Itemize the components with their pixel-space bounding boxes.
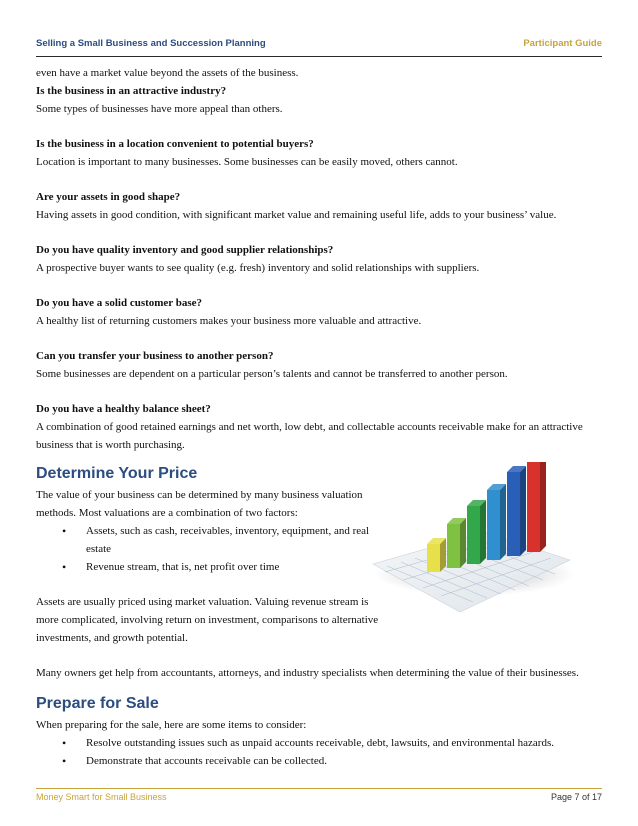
answer: Location is important to many businesses. Some businesses can be easily moved, others cannot. bbox=[36, 156, 458, 168]
answer: Some businesses are dependent on a particular person’s talents and cannot be transferred to another person. bbox=[36, 368, 508, 380]
question-block bbox=[36, 241, 604, 277]
guide-label: Participant Guide bbox=[523, 38, 602, 49]
illustration-bar-side bbox=[520, 466, 526, 556]
bullet-item: • Resolve outstanding issues such as unpaid accounts receivable, debt, lawsuits, and environmental hazards. bbox=[86, 734, 604, 752]
question: Are your assets in good shape? bbox=[36, 191, 181, 203]
answer: Having assets in good condition, with significant market value and remaining useful life, adds to your business’ value. bbox=[36, 209, 557, 221]
illustration-bar-side bbox=[500, 484, 506, 560]
bullet-item: • Revenue stream, that is, net profit over time bbox=[86, 558, 386, 576]
footer-course-title: Money Smart for Small Business bbox=[36, 792, 167, 802]
question-block bbox=[36, 400, 604, 454]
document-title: Selling a Small Business and Succession Planning bbox=[36, 38, 266, 49]
illustration-bar bbox=[427, 544, 440, 572]
answer: Some types of businesses have more appeal than others. bbox=[36, 103, 283, 115]
page-footer bbox=[36, 788, 602, 805]
question-block bbox=[36, 294, 604, 330]
illustration-bar bbox=[447, 524, 460, 568]
question: Is the business in a location convenient to potential buyers? bbox=[36, 138, 314, 150]
question: Can you transfer your business to another person? bbox=[36, 350, 274, 362]
answer: A healthy list of returning customers makes your business more valuable and attractive. bbox=[36, 315, 422, 327]
question: Do you have a solid customer base? bbox=[36, 297, 203, 309]
question: Do you have quality inventory and good supplier relationships? bbox=[36, 244, 334, 256]
answer: A prospective buyer wants to see quality (e.g. fresh) inventory and solid relationships with suppliers. bbox=[36, 262, 480, 274]
section-heading-determine-price: Determine Your Price bbox=[36, 465, 198, 482]
bullet-item: • Demonstrate that accounts receivable can be collected. bbox=[86, 752, 604, 770]
intro-line: even have a market value beyond the assets of the business. bbox=[36, 67, 299, 79]
price-paragraph: Assets are usually priced using market valuation. Valuing revenue stream is more complicated, involving return on investment, comparisons to alternative investments, and growth potential. bbox=[36, 596, 379, 644]
answer: A combination of good retained earnings and net worth, low debt, and collectable accounts receivable make for an attractive business that is worth purchasing. bbox=[36, 421, 583, 451]
price-bullet-list bbox=[36, 522, 386, 576]
price-paragraph: Many owners get help from accountants, attorneys, and industry specialists when determining the value of their businesses. bbox=[36, 667, 579, 679]
page-content bbox=[36, 64, 604, 770]
illustration-bar-side bbox=[540, 462, 546, 552]
question-block bbox=[36, 135, 604, 171]
section-heading-prepare-sale: Prepare for Sale bbox=[36, 695, 159, 712]
illustration-bar-side bbox=[480, 500, 486, 564]
bar-chart-on-paper-icon bbox=[365, 462, 575, 622]
sale-bullet-list bbox=[36, 734, 604, 770]
sale-lead: When preparing for the sale, here are some items to consider: bbox=[36, 719, 307, 731]
illustration-bar-side bbox=[460, 518, 466, 568]
illustration-bar bbox=[527, 462, 540, 552]
price-lead: The value of your business can be determined by many business valuation methods. Most valuations are a combination of two factors: bbox=[36, 489, 363, 519]
question-block bbox=[36, 188, 604, 224]
question-block bbox=[36, 82, 604, 118]
question-block bbox=[36, 347, 604, 383]
bullet-item: • Assets, such as cash, receivables, inventory, equipment, and real estate bbox=[86, 522, 386, 558]
illustration-bar bbox=[487, 490, 500, 560]
question: Do you have a healthy balance sheet? bbox=[36, 403, 211, 415]
illustration-bar bbox=[467, 506, 480, 564]
page-header bbox=[36, 34, 602, 57]
illustration-bar bbox=[507, 472, 520, 556]
page-number: Page 7 of 17 bbox=[550, 792, 602, 802]
question: Is the business in an attractive industry? bbox=[36, 85, 227, 97]
